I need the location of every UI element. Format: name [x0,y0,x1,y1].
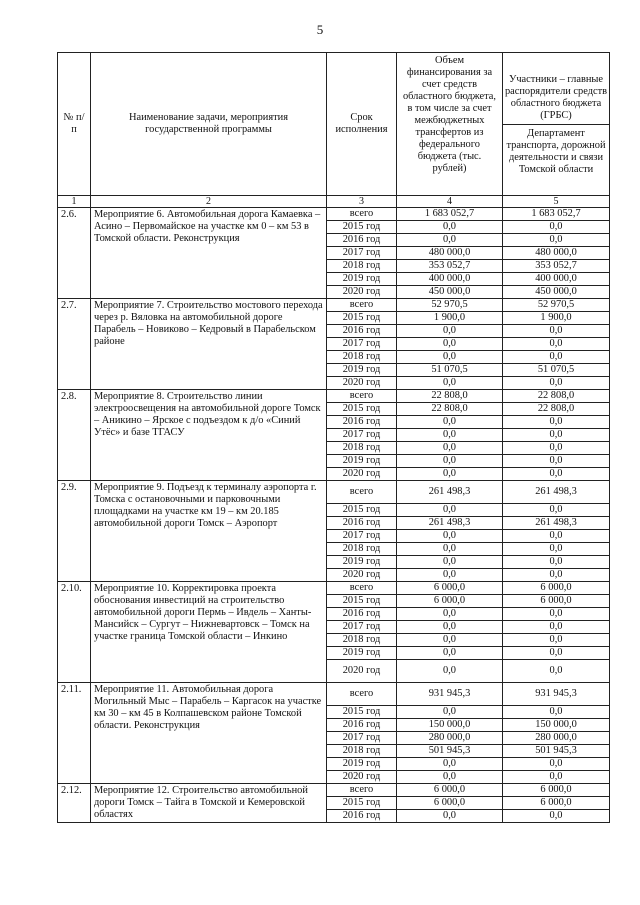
funding-cell: 0,0 [397,634,503,647]
table-row [58,299,610,312]
funding-cell: 0,0 [397,338,503,351]
table-row [58,208,610,221]
funding-cell: 353 052,7 [397,260,503,273]
period-cell: 2019 год [327,273,397,286]
measure-name: Мероприятие 11. Автомобильная дорога Могильный Мыс – Парабель – Каргасок на участке км 30 – км 45 в Колпашевском районе Томской области. Реконструкция [91,683,327,784]
funding-cell: 0,0 [397,771,503,784]
funding-cell: 0,0 [397,530,503,543]
funding-cell: 0,0 [397,429,503,442]
period-cell: 2017 год [327,621,397,634]
period-cell: 2016 год [327,608,397,621]
column-number: 3 [327,196,397,208]
table-row [58,481,610,504]
grbs-cell: 1 683 052,7 [503,208,610,221]
funding-cell: 480 000,0 [397,247,503,260]
grbs-cell: 1 900,0 [503,312,610,325]
period-cell: 2019 год [327,556,397,569]
grbs-cell: 6 000,0 [503,582,610,595]
grbs-cell: 0,0 [503,634,610,647]
participants-title: Участники – главные распорядители средств областного бюджета (ГРБС) [503,72,610,125]
period-cell: 2016 год [327,416,397,429]
grbs-cell: 0,0 [503,758,610,771]
period-cell: 2020 год [327,286,397,299]
funding-cell: 0,0 [397,543,503,556]
period-cell: 2016 год [327,719,397,732]
period-cell: 2018 год [327,442,397,455]
grbs-cell: 0,0 [503,377,610,390]
funding-cell: 0,0 [397,758,503,771]
measure-number: 2.11. [58,683,91,784]
grbs-cell: 150 000,0 [503,719,610,732]
period-cell: 2016 год [327,234,397,247]
funding-cell: 0,0 [397,810,503,823]
grbs-cell: 400 000,0 [503,273,610,286]
grbs-cell: 6 000,0 [503,797,610,810]
grbs-cell: 22 808,0 [503,403,610,416]
column-number-row [58,196,610,208]
funding-cell: 261 498,3 [397,481,503,504]
grbs-cell: 52 970,5 [503,299,610,312]
period-cell: 2017 год [327,530,397,543]
grbs-cell: 0,0 [503,771,610,784]
measure-number: 2.8. [58,390,91,481]
funding-cell: 0,0 [397,647,503,660]
column-header-period: Срок исполнения [327,53,397,196]
funding-cell: 400 000,0 [397,273,503,286]
period-cell: 2015 год [327,706,397,719]
grbs-cell: 0,0 [503,706,610,719]
period-cell: всего [327,299,397,312]
funding-cell: 51 070,5 [397,364,503,377]
grbs-cell: 0,0 [503,429,610,442]
measure-name: Мероприятие 9. Подъезд к терминалу аэропорта г. Томска с остановочными и парковочными площадками на участке км 19 – км 20.185 автомобильной дороги Томск – Аэропорт [91,481,327,582]
column-header-participants [503,53,610,196]
period-cell: 2016 год [327,325,397,338]
grbs-cell: 0,0 [503,416,610,429]
funding-cell: 0,0 [397,504,503,517]
column-number: 1 [58,196,91,208]
funding-cell: 280 000,0 [397,732,503,745]
period-cell: 2020 год [327,569,397,582]
funding-cell: 6 000,0 [397,784,503,797]
funding-cell: 0,0 [397,377,503,390]
period-cell: 2018 год [327,634,397,647]
period-cell: 2020 год [327,771,397,784]
table-row [58,683,610,706]
period-cell: 2020 год [327,660,397,683]
measure-number: 2.7. [58,299,91,390]
period-cell: 2016 год [327,517,397,530]
column-header-number: № п/п [58,53,91,196]
period-cell: 2015 год [327,403,397,416]
grbs-cell: 6 000,0 [503,784,610,797]
grbs-cell: 931 945,3 [503,683,610,706]
funding-cell: 6 000,0 [397,595,503,608]
grbs-cell: 51 070,5 [503,364,610,377]
funding-cell: 0,0 [397,325,503,338]
grbs-cell: 0,0 [503,455,610,468]
measure-name: Мероприятие 10. Корректировка проекта обоснования инвестиций на строительство автомобильной дороги Пермь – Ивдель – Ханты-Мансийск – Сургут – Нижневартовск – Томск на участке граница Томской области – Инкино [91,582,327,683]
funding-cell: 52 970,5 [397,299,503,312]
funding-cell: 22 808,0 [397,403,503,416]
grbs-cell: 0,0 [503,556,610,569]
grbs-cell: 0,0 [503,810,610,823]
grbs-cell: 261 498,3 [503,481,610,504]
funding-cell: 150 000,0 [397,719,503,732]
grbs-cell: 0,0 [503,569,610,582]
funding-cell: 0,0 [397,660,503,683]
funding-cell: 6 000,0 [397,582,503,595]
period-cell: 2019 год [327,364,397,377]
period-cell: 2016 год [327,810,397,823]
period-cell: 2018 год [327,260,397,273]
funding-cell: 0,0 [397,416,503,429]
measure-name: Мероприятие 12. Строительство автомобильной дороги Томск – Тайга в Томской и Кемеровской областях [91,784,327,823]
grbs-cell: 0,0 [503,647,610,660]
period-cell: всего [327,784,397,797]
funding-cell: 0,0 [397,608,503,621]
grbs-cell: 0,0 [503,543,610,556]
funding-cell: 501 945,3 [397,745,503,758]
funding-cell: 0,0 [397,556,503,569]
period-cell: 2017 год [327,429,397,442]
column-number: 4 [397,196,503,208]
grbs-cell: 0,0 [503,351,610,364]
program-measures-table [57,52,610,823]
table-header-row [58,53,610,196]
column-number: 2 [91,196,327,208]
measure-number: 2.10. [58,582,91,683]
grbs-cell: 450 000,0 [503,286,610,299]
grbs-cell: 480 000,0 [503,247,610,260]
column-header-name: Наименование задачи, мероприятия государственной программы [91,53,327,196]
page-number: 5 [316,22,324,37]
period-cell: 2015 год [327,797,397,810]
period-cell: всего [327,390,397,403]
period-cell: 2019 год [327,455,397,468]
measure-number: 2.12. [58,784,91,823]
grbs-cell: 353 052,7 [503,260,610,273]
grbs-cell: 0,0 [503,221,610,234]
period-cell: всего [327,683,397,706]
period-cell: 2015 год [327,595,397,608]
period-cell: 2019 год [327,758,397,771]
funding-cell: 931 945,3 [397,683,503,706]
table-row [58,390,610,403]
table-row [58,582,610,595]
funding-cell: 0,0 [397,351,503,364]
column-number: 5 [503,196,610,208]
period-cell: 2015 год [327,221,397,234]
funding-cell: 1 683 052,7 [397,208,503,221]
grbs-cell: 0,0 [503,442,610,455]
period-cell: 2018 год [327,351,397,364]
period-cell: всего [327,582,397,595]
period-cell: 2017 год [327,732,397,745]
grbs-cell: 280 000,0 [503,732,610,745]
period-cell: 2019 год [327,647,397,660]
funding-cell: 0,0 [397,468,503,481]
funding-cell: 1 900,0 [397,312,503,325]
funding-cell: 22 808,0 [397,390,503,403]
grbs-cell: 0,0 [503,530,610,543]
grbs-cell: 0,0 [503,608,610,621]
measure-name: Мероприятие 7. Строительство мостового перехода через р. Вяловка на автомобильной дороге Парабель – Новиково – Кедровый в Парабельском районе [91,299,327,390]
grbs-cell: 6 000,0 [503,595,610,608]
period-cell: 2017 год [327,338,397,351]
period-cell: 2020 год [327,377,397,390]
column-header-funding: Объем финансирования за счет средств областного бюджета, в том числе за счет межбюджетных трансфертов из федерального бюджета (тыс. рублей) [397,53,503,196]
table-row [58,784,610,797]
grbs-cell: 501 945,3 [503,745,610,758]
funding-cell: 0,0 [397,234,503,247]
funding-cell: 0,0 [397,221,503,234]
funding-cell: 450 000,0 [397,286,503,299]
grbs-cell: 0,0 [503,621,610,634]
funding-cell: 6 000,0 [397,797,503,810]
period-cell: 2015 год [327,312,397,325]
funding-cell: 261 498,3 [397,517,503,530]
period-cell: 2018 год [327,543,397,556]
grbs-cell: 261 498,3 [503,517,610,530]
grbs-cell: 0,0 [503,660,610,683]
grbs-cell: 0,0 [503,234,610,247]
period-cell: 2015 год [327,504,397,517]
funding-cell: 0,0 [397,706,503,719]
period-cell: всего [327,481,397,504]
grbs-cell: 22 808,0 [503,390,610,403]
participants-department: Департамент транспорта, дорожной деятельности и связи Томской области [506,128,606,175]
measure-number: 2.9. [58,481,91,582]
funding-cell: 0,0 [397,569,503,582]
grbs-cell: 0,0 [503,468,610,481]
funding-cell: 0,0 [397,455,503,468]
period-cell: 2017 год [327,247,397,260]
measure-number: 2.6. [58,208,91,299]
table-body [58,208,610,823]
period-cell: 2018 год [327,745,397,758]
measure-name: Мероприятие 6. Автомобильная дорога Камаевка – Асино – Первомайское на участке км 0 – км 53 в Томской области. Реконструкция [91,208,327,299]
period-cell: 2020 год [327,468,397,481]
grbs-cell: 0,0 [503,504,610,517]
grbs-cell: 0,0 [503,325,610,338]
measure-name: Мероприятие 8. Строительство линии электроосвещения на автомобильной дороге Томск – Аникино – Ярское с подъездом к д/о «Синий Утёс» и базе ТГАСУ [91,390,327,481]
funding-cell: 0,0 [397,621,503,634]
period-cell: всего [327,208,397,221]
funding-cell: 0,0 [397,442,503,455]
grbs-cell: 0,0 [503,338,610,351]
